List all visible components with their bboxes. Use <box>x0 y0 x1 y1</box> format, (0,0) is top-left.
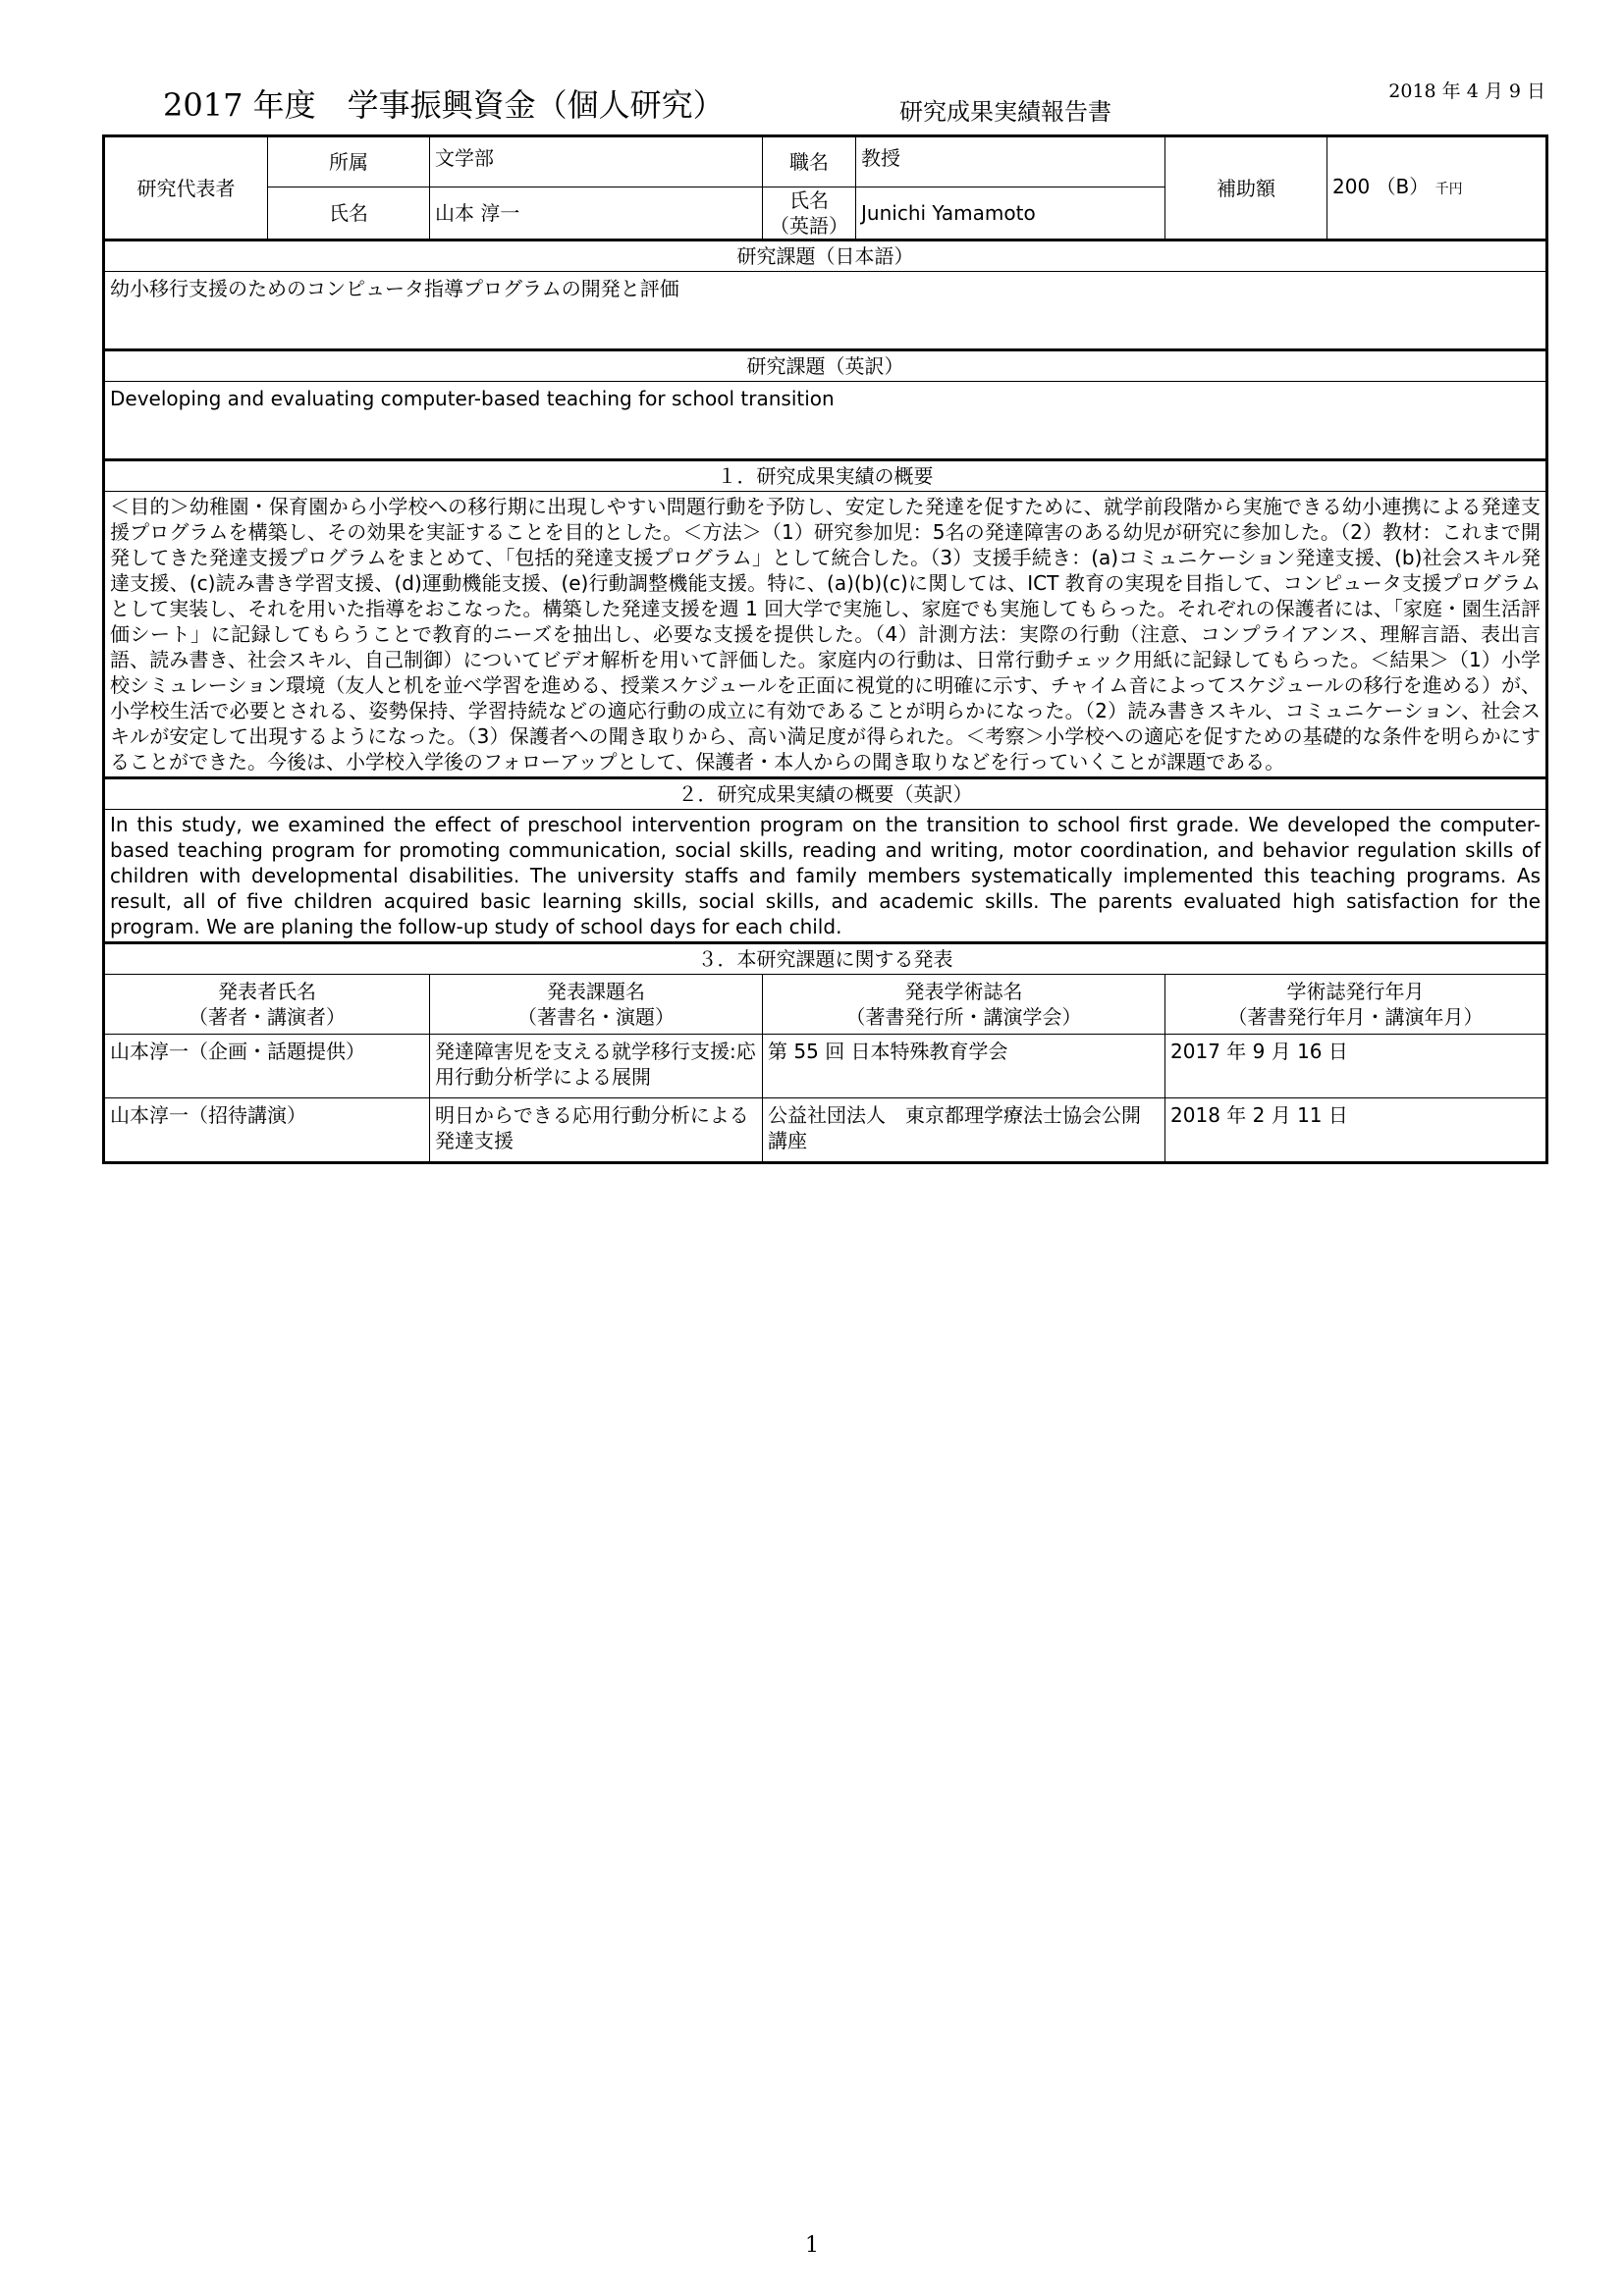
position-label: 職名 <box>763 136 856 187</box>
topic-en-heading: 研究課題（英訳） <box>104 350 1547 382</box>
pub-col-venue-header <box>763 975 1165 1035</box>
pub-title: 発達障害児を支える就学移行支援:応用行動分析学による展開 <box>430 1035 763 1098</box>
affiliation-value: 文学部 <box>430 136 763 187</box>
grant-cell <box>1327 136 1547 240</box>
affiliation-label: 所属 <box>268 136 430 187</box>
report-table <box>102 134 1548 1164</box>
pub-title: 明日からできる応用行動分析による発達支援 <box>430 1098 763 1163</box>
name-label: 氏名 <box>268 187 430 240</box>
pub-col-title-line1: 発表課題名 <box>547 980 646 1003</box>
publications-heading: ３．本研究課題に関する発表 <box>104 943 1547 975</box>
pub-date: 2018 年 2 月 11 日 <box>1165 1098 1547 1163</box>
pub-presenter: 山本淳一（企画・話題提供） <box>104 1035 430 1098</box>
topic-ja-heading: 研究課題（日本語） <box>104 240 1547 272</box>
summary-en-heading: ２．研究成果実績の概要（英訳） <box>104 778 1547 810</box>
pub-presenter: 山本淳一（招待講演） <box>104 1098 430 1163</box>
summary-ja-text: ＜目的＞幼稚園・保育園から小学校への移行期に出現しやすい問題行動を予防し、安定した発達を促すために、就学前段階から実施できる幼小連携による発達支援プログラムを構築し、その効果を実証することを目的とした。＜方法＞（1）研究参加児：5名の発達障害のある幼児が研究に参加した。（2）教材：これまで開発してきた発達支援プログラムをまとめて、「包括的発達支援プログラム」として統合した。（3）支援手続き：(a)コミュニケーション発達支援、(b)社会スキル発達支援、(c)読み書き学習支援、(d)運動機能支援、(e)行動調整機能支援。特に、(a)(b)(c)に関しては、ICT 教育の実現を目指して、コンピュータ支援プログラムとして実装し、それを用いた指導をおこなった。構築した発達支援を週 1 回大学で実施し、家庭でも実施してもらった。それぞれの保護者には、「家庭・園生活評価シート」に記録してもらうことで教育的ニーズを抽出し、必要な支援を提供した。（4）計測方法：実際の行動（注意、コンプライアンス、理解言語、表出言語、読み書き、社会スキル、自己制御）についてビデオ解析を用いて評価した。家庭内の行動は、日常行動チェック用紙に記録してもらった。＜結果＞（1）小学校シミュレーション環境（友人と机を並べ学習を進める、授業スケジュールを正面に視覚的に明確に示す、チャイム音によってスケジュールの移行を進める）が、小学校生活で必要とされる、姿勢保持、学習持続などの適応行動の成立に有効であることが明らかになった。（2）読み書きスキル、コミュニケーション、社会スキルが安定して出現するようになった。（3）保護者への聞き取りから、高い満足度が得られた。＜考察＞小学校への適応を促すための基礎的な条件を明らかにすることができた。今後は、小学校入学後のフォローアップとして、保護者・本人からの聞き取りなどを行っていくことが課題である。 <box>104 492 1547 778</box>
pub-col-title-line2: （著書名・演題） <box>517 1005 676 1029</box>
summary-ja-heading: １．研究成果実績の概要 <box>104 460 1547 492</box>
name-en-value: Junichi Yamamoto <box>856 187 1165 240</box>
report-date: 2018 年 4 月 9 日 <box>1388 80 1545 102</box>
name-en-label: 氏名 （英語） <box>763 187 856 240</box>
grant-value: 200 （B） <box>1332 175 1430 198</box>
grant-label: 補助額 <box>1165 136 1327 240</box>
topic-en-text: Developing and evaluating computer-based teaching for school transition <box>104 382 1547 460</box>
table-row <box>104 1098 1547 1163</box>
pub-col-date-header <box>1165 975 1547 1035</box>
pub-col-date-line2: （著書発行年月・講演年月） <box>1227 1005 1484 1029</box>
pub-col-presenter-header <box>104 975 430 1035</box>
pub-col-venue-line2: （著書発行所・講演学会） <box>845 1005 1082 1029</box>
table-row <box>104 1035 1547 1098</box>
representative-label: 研究代表者 <box>104 136 268 240</box>
report-title: 2017 年度 学事振興資金（個人研究） <box>163 86 725 124</box>
page-number: 1 <box>805 2233 819 2258</box>
grant-unit: 千円 <box>1435 182 1463 197</box>
summary-en-text: In this study, we examined the effect of preschool intervention program on the transition to school first grade. We developed the computer-based teaching program for promoting communication, social skills, reading and writing, motor coordination, and behavior regulation skills of children with developmental disabilities. The university staffs and family members systematically implemented this teaching programs. As result, all of five children acquired basic learning skills, social skills, and academic skills. The parents evaluated high satisfaction for the program. We are planing the follow-up study of school days for each child. <box>104 810 1547 943</box>
pub-col-venue-line1: 発表学術誌名 <box>904 980 1023 1003</box>
pub-date: 2017 年 9 月 16 日 <box>1165 1035 1547 1098</box>
report-header <box>102 80 1545 132</box>
pub-venue: 第 55 回 日本特殊教育学会 <box>763 1035 1165 1098</box>
pub-venue: 公益社団法人 東京都理学療法士協会公開講座 <box>763 1098 1165 1163</box>
position-value: 教授 <box>856 136 1165 187</box>
pub-col-presenter-line1: 発表者氏名 <box>218 980 316 1003</box>
pub-col-presenter-line2: （著者・講演者） <box>189 1005 346 1029</box>
pub-col-date-line1: 学術誌発行年月 <box>1286 980 1425 1003</box>
report-subtitle: 研究成果実績報告書 <box>899 98 1111 126</box>
name-value: 山本 淳一 <box>430 187 763 240</box>
pub-col-title-header <box>430 975 763 1035</box>
topic-ja-text: 幼小移行支援のためのコンピュータ指導プログラムの開発と評価 <box>104 272 1547 350</box>
